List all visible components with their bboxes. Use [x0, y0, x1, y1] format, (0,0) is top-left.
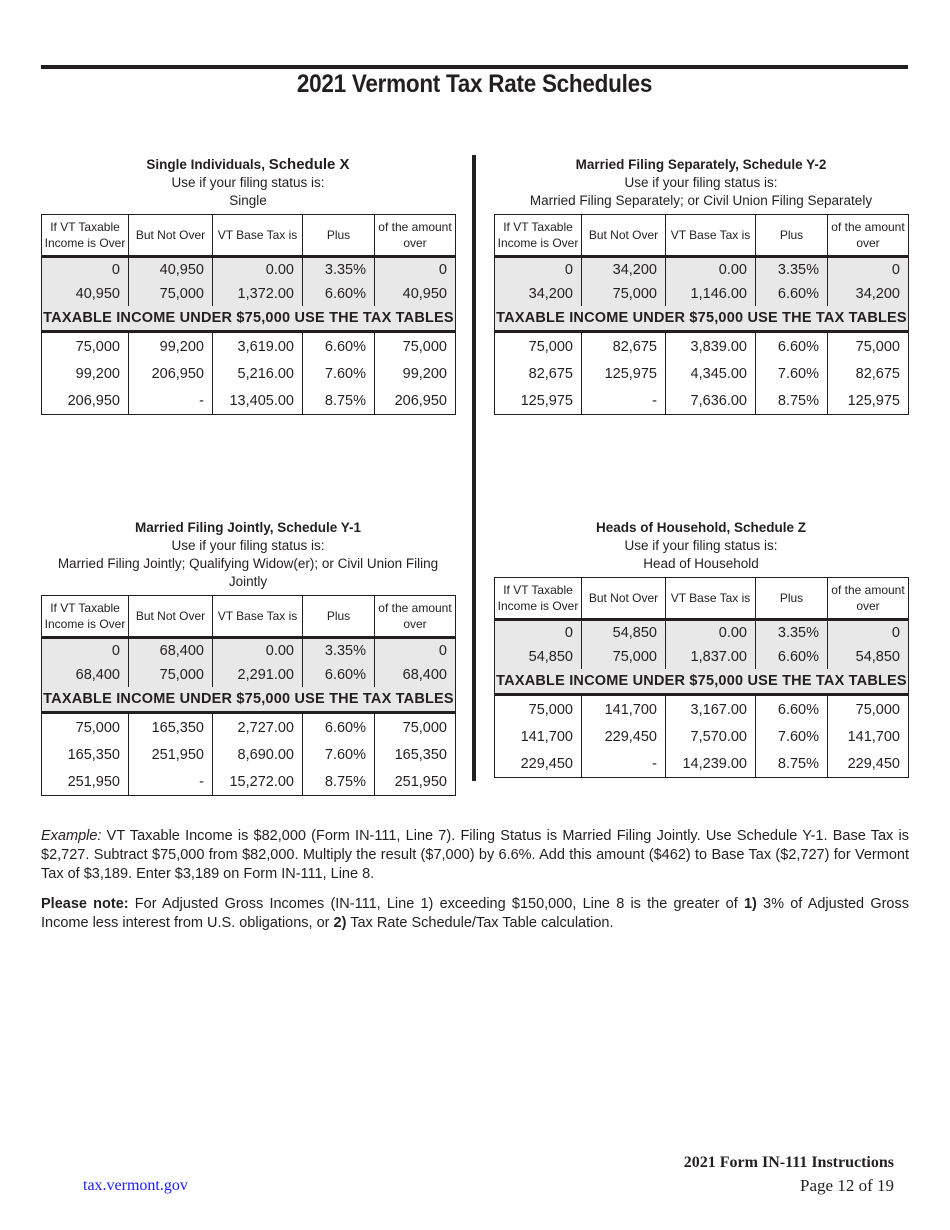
schedule-title — [494, 156, 908, 174]
example-paragraph — [41, 827, 909, 884]
table-row — [42, 282, 456, 306]
schedule-filing-status: Married Filing Jointly; Qualifying Widow(er); or Civil Union Filing Jointly — [57, 556, 439, 589]
table-cell: 6.60% — [303, 282, 375, 306]
rate-table — [494, 214, 909, 415]
please-note-item-2: 2) — [333, 915, 347, 931]
column-header: of the amount over — [828, 578, 909, 620]
table-cell: 82,675 — [582, 332, 666, 361]
table-cell: 75,000 — [42, 332, 129, 361]
table-cell: - — [129, 387, 213, 415]
table-cell: - — [129, 768, 213, 796]
table-cell: 0.00 — [213, 638, 303, 664]
table-cell: 68,400 — [42, 663, 129, 687]
table-cell: 125,975 — [828, 387, 909, 415]
schedule-letter: Schedule X — [268, 156, 350, 173]
table-cell: 6.60% — [756, 332, 828, 361]
schedule-name: Married Filing Separately, Schedule Y-2 — [575, 157, 827, 172]
table-cell: 3,619.00 — [213, 332, 303, 361]
table-cell: 8.75% — [756, 750, 828, 778]
tax-table-note: TAXABLE INCOME UNDER $75,000 USE THE TAX TABLES — [495, 306, 909, 332]
table-cell: 6.60% — [303, 713, 375, 742]
schedule-use-line: Use if your filing status is: — [171, 538, 325, 553]
table-cell: 15,272.00 — [213, 768, 303, 796]
table-cell: 0 — [828, 257, 909, 283]
table-cell: 75,000 — [375, 713, 456, 742]
please-note-text-1: For Adjusted Gross Incomes (IN-111, Line 1) exceeding $150,000, Line 8 is the greater of — [128, 896, 744, 912]
website-link[interactable]: tax.vermont.gov — [83, 1177, 188, 1194]
table-cell: 82,675 — [828, 360, 909, 387]
schedule-header — [494, 156, 908, 210]
table-cell: 1,837.00 — [666, 645, 756, 669]
please-note-label: Please note: — [41, 896, 129, 912]
table-cell: 54,850 — [828, 645, 909, 669]
schedule-header — [41, 156, 455, 210]
tax-table-note: TAXABLE INCOME UNDER $75,000 USE THE TAX TABLES — [42, 687, 456, 713]
tax-table-note-row — [495, 669, 909, 695]
column-header: VT Base Tax is — [666, 578, 756, 620]
table-cell: 99,200 — [375, 360, 456, 387]
table-cell: 3.35% — [756, 620, 828, 646]
table-cell: 3,167.00 — [666, 695, 756, 724]
schedule-name: Single Individuals, — [146, 157, 269, 172]
table-row — [495, 723, 909, 750]
table-cell: 75,000 — [495, 695, 582, 724]
tax-table-note-row — [42, 306, 456, 332]
table-cell: 40,950 — [129, 257, 213, 283]
table-cell: 0 — [375, 638, 456, 664]
table-cell: 0 — [42, 257, 129, 283]
column-header: of the amount over — [375, 215, 456, 257]
schedule-use-line: Use if your filing status is: — [624, 175, 778, 190]
table-cell: 7.60% — [303, 360, 375, 387]
schedule-title — [41, 519, 455, 537]
table-row — [495, 282, 909, 306]
table-cell: 229,450 — [495, 750, 582, 778]
table-cell: 229,450 — [582, 723, 666, 750]
table-cell: 251,950 — [129, 741, 213, 768]
table-cell: 165,350 — [129, 713, 213, 742]
table-cell: 1,372.00 — [213, 282, 303, 306]
schedule-married-separately — [494, 156, 908, 415]
table-cell: - — [582, 750, 666, 778]
example-label: Example: — [41, 828, 102, 844]
table-row — [42, 638, 456, 664]
table-row — [42, 257, 456, 283]
table-row — [42, 663, 456, 687]
column-header: VT Base Tax is — [666, 215, 756, 257]
table-cell: 251,950 — [375, 768, 456, 796]
table-cell: 0.00 — [213, 257, 303, 283]
schedule-filing-status: Head of Household — [643, 556, 759, 571]
rate-table — [41, 214, 456, 415]
page-number: Page 12 of 19 — [800, 1176, 894, 1195]
tax-table-note: TAXABLE INCOME UNDER $75,000 USE THE TAX TABLES — [495, 669, 909, 695]
schedule-name: Married Filing Jointly, Schedule Y-1 — [134, 520, 362, 535]
table-cell: 0 — [828, 620, 909, 646]
table-cell: 13,405.00 — [213, 387, 303, 415]
table-cell: 34,200 — [828, 282, 909, 306]
table-cell: 6.60% — [303, 663, 375, 687]
table-cell: 5,216.00 — [213, 360, 303, 387]
table-cell: 75,000 — [582, 282, 666, 306]
table-cell: 0 — [495, 257, 582, 283]
table-cell: 125,975 — [582, 360, 666, 387]
schedule-name: Heads of Household, Schedule Z — [595, 520, 807, 535]
table-cell: 3.35% — [756, 257, 828, 283]
column-header: If VT Taxable Income is Over — [495, 215, 582, 257]
column-header: If VT Taxable Income is Over — [42, 596, 129, 638]
table-cell: 0.00 — [666, 257, 756, 283]
table-cell: 82,675 — [495, 360, 582, 387]
table-cell: - — [582, 387, 666, 415]
table-header-row — [495, 215, 909, 257]
table-cell: 68,400 — [375, 663, 456, 687]
column-header: But Not Over — [129, 215, 213, 257]
table-row — [42, 713, 456, 742]
table-cell: 141,700 — [495, 723, 582, 750]
table-cell: 165,350 — [375, 741, 456, 768]
center-divider — [472, 155, 476, 781]
table-cell: 3.35% — [303, 257, 375, 283]
please-note-text-3: Tax Rate Schedule/Tax Table calculation. — [346, 915, 614, 931]
table-row — [495, 387, 909, 415]
table-row — [42, 360, 456, 387]
table-cell: 6.60% — [756, 645, 828, 669]
table-row — [495, 750, 909, 778]
table-cell: 14,239.00 — [666, 750, 756, 778]
table-cell: 206,950 — [129, 360, 213, 387]
table-cell: 2,291.00 — [213, 663, 303, 687]
column-header: Plus — [303, 596, 375, 638]
table-cell: 6.60% — [303, 332, 375, 361]
column-header: VT Base Tax is — [213, 215, 303, 257]
table-cell: 54,850 — [582, 620, 666, 646]
table-row — [42, 768, 456, 796]
table-cell: 75,000 — [129, 282, 213, 306]
table-cell: 99,200 — [42, 360, 129, 387]
rate-table — [494, 577, 909, 778]
column-header: Plus — [303, 215, 375, 257]
table-row — [495, 695, 909, 724]
schedule-filing-status: Married Filing Separately; or Civil Union Filing Separately — [529, 193, 873, 208]
table-cell: 40,950 — [375, 282, 456, 306]
page-title: 2021 Vermont Tax Rate Schedules — [296, 70, 653, 98]
column-header: If VT Taxable Income is Over — [42, 215, 129, 257]
column-header: But Not Over — [582, 215, 666, 257]
schedule-title — [494, 519, 908, 537]
column-header: Plus — [756, 578, 828, 620]
table-row — [495, 620, 909, 646]
schedule-header — [41, 519, 455, 591]
table-row — [495, 645, 909, 669]
table-cell: 40,950 — [42, 282, 129, 306]
column-header: VT Base Tax is — [213, 596, 303, 638]
tax-table-note-row — [495, 306, 909, 332]
table-cell: 229,450 — [828, 750, 909, 778]
schedule-header — [494, 519, 908, 573]
schedule-title — [41, 156, 455, 174]
table-row — [495, 332, 909, 361]
table-row — [42, 332, 456, 361]
table-cell: 1,146.00 — [666, 282, 756, 306]
example-text: VT Taxable Income is $82,000 (Form IN-111, Line 7). Filing Status is Married Filing Jointly. Use Schedule Y-1. Base Tax is $2,727. Subtract $75,000 from $82,000. Multiply the result ($7,000) by 6.6%. Add this amount ($462) to Base Tax ($2,727) for Vermont Tax of $3,189. Enter $3,189 on Form IN-111, Line 8. — [41, 828, 909, 882]
table-cell: 3,839.00 — [666, 332, 756, 361]
column-header: of the amount over — [828, 215, 909, 257]
table-cell: 34,200 — [495, 282, 582, 306]
table-cell: 206,950 — [375, 387, 456, 415]
schedule-single — [41, 156, 455, 415]
table-cell: 75,000 — [828, 695, 909, 724]
table-cell: 34,200 — [582, 257, 666, 283]
rate-table — [41, 595, 456, 796]
table-cell: 7.60% — [303, 741, 375, 768]
schedule-head-of-household — [494, 519, 908, 778]
table-cell: 75,000 — [495, 332, 582, 361]
schedule-married-jointly — [41, 519, 455, 796]
table-row — [495, 257, 909, 283]
table-cell: 75,000 — [582, 645, 666, 669]
form-name: 2021 Form IN-111 Instructions — [683, 1154, 894, 1171]
table-cell: 8,690.00 — [213, 741, 303, 768]
table-cell: 99,200 — [129, 332, 213, 361]
table-cell: 0 — [495, 620, 582, 646]
table-cell: 7.60% — [756, 723, 828, 750]
table-cell: 7,636.00 — [666, 387, 756, 415]
table-row — [42, 741, 456, 768]
table-cell: 54,850 — [495, 645, 582, 669]
table-cell: 0 — [42, 638, 129, 664]
schedule-filing-status: Single — [229, 193, 267, 208]
table-cell: 7,570.00 — [666, 723, 756, 750]
table-cell: 141,700 — [828, 723, 909, 750]
table-cell: 206,950 — [42, 387, 129, 415]
table-cell: 0 — [375, 257, 456, 283]
table-cell: 75,000 — [129, 663, 213, 687]
tax-table-note-row — [42, 687, 456, 713]
table-header-row — [495, 578, 909, 620]
table-cell: 8.75% — [303, 768, 375, 796]
column-header: Plus — [756, 215, 828, 257]
table-cell: 68,400 — [129, 638, 213, 664]
please-note-paragraph — [41, 895, 909, 933]
table-row — [42, 387, 456, 415]
top-rule — [41, 65, 908, 69]
table-cell: 6.60% — [756, 695, 828, 724]
table-header-row — [42, 215, 456, 257]
table-row — [495, 360, 909, 387]
please-note-text-2: 3% of Adjusted Gross Income less interest from U.S. obligations, or — [41, 896, 909, 931]
table-cell: 8.75% — [756, 387, 828, 415]
table-cell: 3.35% — [303, 638, 375, 664]
please-note-item-1: 1) — [743, 896, 757, 912]
table-cell: 2,727.00 — [213, 713, 303, 742]
table-cell: 6.60% — [756, 282, 828, 306]
column-header: But Not Over — [129, 596, 213, 638]
table-cell: 251,950 — [42, 768, 129, 796]
table-cell: 75,000 — [375, 332, 456, 361]
table-header-row — [42, 596, 456, 638]
table-cell: 141,700 — [582, 695, 666, 724]
column-header: But Not Over — [582, 578, 666, 620]
schedule-use-line: Use if your filing status is: — [171, 175, 325, 190]
column-header: of the amount over — [375, 596, 456, 638]
table-cell: 8.75% — [303, 387, 375, 415]
table-cell: 0.00 — [666, 620, 756, 646]
table-cell: 125,975 — [495, 387, 582, 415]
schedule-use-line: Use if your filing status is: — [624, 538, 778, 553]
table-cell: 4,345.00 — [666, 360, 756, 387]
column-header: If VT Taxable Income is Over — [495, 578, 582, 620]
table-cell: 75,000 — [42, 713, 129, 742]
table-cell: 7.60% — [756, 360, 828, 387]
tax-table-note: TAXABLE INCOME UNDER $75,000 USE THE TAX TABLES — [42, 306, 456, 332]
table-cell: 165,350 — [42, 741, 129, 768]
table-cell: 75,000 — [828, 332, 909, 361]
